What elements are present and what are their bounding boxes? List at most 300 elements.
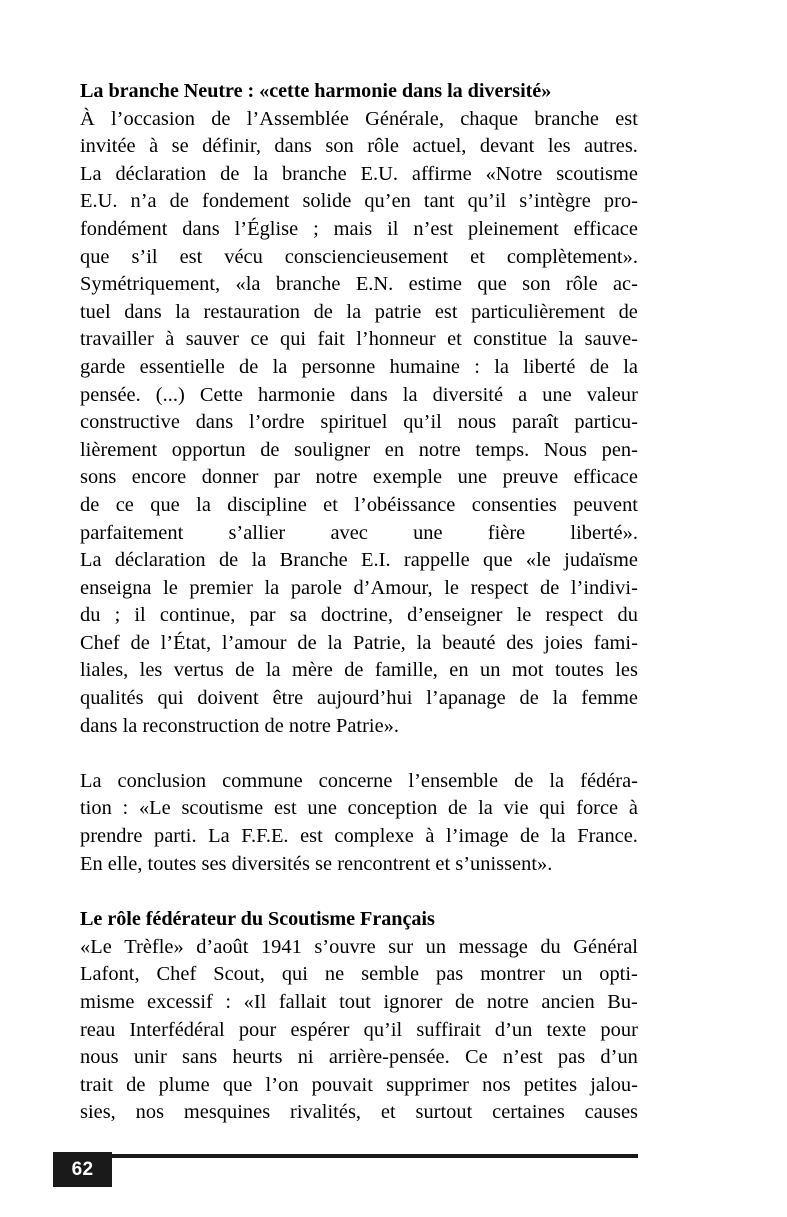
word: patrie <box>374 300 422 323</box>
word: harmonie <box>258 383 336 406</box>
word: de <box>455 991 475 1013</box>
word: du <box>540 935 561 958</box>
word: branche <box>534 107 599 130</box>
word: respect <box>545 604 604 627</box>
word: efficace <box>573 217 638 240</box>
word: parti. <box>153 825 197 848</box>
word: «Notre <box>485 162 543 185</box>
word: notre <box>486 991 529 1013</box>
word: particu- <box>574 411 638 434</box>
word: toutes <box>554 659 604 682</box>
word: la <box>558 328 574 351</box>
word: Générale, <box>365 107 444 130</box>
word: de <box>80 493 100 516</box>
word: : <box>122 797 129 820</box>
word: doivent <box>197 687 259 710</box>
word: de <box>540 576 560 599</box>
word: définir, <box>202 135 261 158</box>
word: n’est <box>413 217 454 240</box>
word: particulièrement <box>471 300 606 323</box>
word: liberté <box>523 355 576 378</box>
word: ce <box>115 493 134 516</box>
text-line <box>80 437 638 465</box>
word: la <box>272 355 288 378</box>
word: unir <box>133 1046 167 1069</box>
word: la <box>253 162 269 185</box>
word: humaine <box>389 355 460 378</box>
word: doctrine, <box>320 604 393 627</box>
word: commune <box>222 769 303 792</box>
word: déclaration <box>114 549 206 572</box>
word: trait <box>80 1073 113 1096</box>
word: la <box>623 355 638 378</box>
word: vécu <box>224 245 263 268</box>
word: branche <box>275 273 341 296</box>
text-line <box>80 602 638 630</box>
word: tout <box>339 991 371 1013</box>
word: l’ensemble <box>408 769 499 792</box>
word: la <box>494 355 509 378</box>
word: un <box>425 935 447 958</box>
word: pour <box>600 1018 638 1041</box>
word: travailler <box>80 328 154 351</box>
text-line <box>80 575 638 603</box>
word: la <box>327 631 343 654</box>
word: il <box>134 604 146 627</box>
word: la <box>196 493 211 516</box>
word: ne <box>324 963 345 986</box>
word: sans <box>182 1046 218 1069</box>
word: la <box>550 825 566 848</box>
word: de <box>520 825 540 848</box>
word: de <box>297 631 317 654</box>
word: de <box>126 1073 146 1096</box>
word: France. <box>577 825 638 848</box>
word: Chef <box>156 963 197 986</box>
text-line <box>80 795 638 823</box>
word: le <box>516 604 532 627</box>
word: La <box>208 825 230 848</box>
word: restauration <box>203 300 301 323</box>
word: actuel, <box>412 135 467 158</box>
word: parfaitement <box>80 521 184 544</box>
word: tion <box>80 797 112 820</box>
word: souligner <box>294 438 371 461</box>
word: La <box>80 162 102 185</box>
word: et <box>447 328 462 351</box>
word: F.F.E. <box>241 825 289 848</box>
heading-spacer <box>80 878 638 906</box>
word: ancien <box>541 991 595 1013</box>
word: efficace <box>573 466 638 489</box>
word: Bu- <box>607 991 638 1013</box>
word: «Le <box>80 935 112 958</box>
word: la <box>416 631 432 654</box>
word: fondément <box>80 217 168 240</box>
word: l’obéissance <box>354 493 456 516</box>
word: un <box>561 963 583 986</box>
word: consenties <box>471 493 557 516</box>
word: l’on <box>265 1073 299 1096</box>
word: sauver <box>185 328 240 351</box>
word: fière <box>487 521 526 544</box>
word: excessif <box>147 991 213 1013</box>
word: preuve <box>502 466 559 489</box>
word: la <box>478 797 493 820</box>
word: de <box>130 631 150 654</box>
word: jalou- <box>590 1073 638 1096</box>
word: s’il <box>131 245 158 268</box>
text-line <box>80 299 638 327</box>
text-line <box>80 1044 638 1072</box>
word: il <box>387 217 399 240</box>
word: de <box>448 797 468 820</box>
word: prendre <box>80 825 143 848</box>
word: nos <box>482 1073 511 1096</box>
word: qui <box>280 328 307 351</box>
word: 1941 <box>260 935 302 958</box>
word: message <box>458 935 528 958</box>
word: parole <box>290 576 342 599</box>
word: mesquines <box>183 1101 271 1124</box>
word: essentielle <box>139 355 225 378</box>
word: d’un <box>494 1018 533 1041</box>
word: l’honneur <box>356 328 436 351</box>
word: que <box>222 1073 253 1096</box>
text-line <box>80 244 638 272</box>
word: pen- <box>601 438 638 461</box>
word: l’indivi- <box>570 576 638 599</box>
word: pleinement <box>467 217 559 240</box>
word: ; <box>114 604 121 627</box>
word: conception <box>347 797 438 820</box>
word: dans <box>195 411 234 434</box>
word: vie <box>503 797 529 820</box>
word: s’ouvre <box>314 935 376 958</box>
word: une <box>413 521 443 544</box>
page-number-label: 62 <box>71 1159 94 1180</box>
word: est <box>179 245 203 268</box>
text-line <box>80 188 638 216</box>
word: Scout, <box>213 963 265 986</box>
word: se <box>171 135 189 158</box>
word: : <box>225 991 232 1013</box>
word: encore <box>131 466 187 489</box>
text-line <box>80 1017 638 1045</box>
word: sons <box>80 466 117 489</box>
word: peuvent <box>573 493 638 516</box>
word: de <box>169 190 189 213</box>
word: de <box>313 300 333 323</box>
word: en <box>449 659 469 682</box>
text-line <box>80 934 638 962</box>
word: et <box>470 245 485 268</box>
word: du <box>80 604 101 627</box>
word: que <box>477 273 507 296</box>
word: certaines <box>492 1101 565 1124</box>
word: de <box>211 107 231 130</box>
word: sauve- <box>584 328 638 351</box>
word: l’apanage <box>426 687 506 710</box>
text-column <box>80 78 638 1127</box>
word: personne <box>301 355 376 378</box>
word: consciencieusement <box>284 245 449 268</box>
word: «Le <box>138 797 171 820</box>
word: nous <box>457 411 497 434</box>
word: est <box>434 300 458 323</box>
word: supprimer <box>386 1073 469 1096</box>
word: qu’il <box>467 190 507 213</box>
word: mère <box>291 659 333 682</box>
word: qu’il <box>363 1018 403 1041</box>
text-line <box>80 271 638 299</box>
paragraph-trefle <box>80 934 638 1127</box>
word: d’un <box>600 1046 638 1069</box>
word: de <box>220 162 240 185</box>
word: tuel <box>80 300 111 323</box>
word: «Il <box>243 991 267 1013</box>
word: pouvait <box>311 1073 373 1096</box>
word: Interfédéral <box>129 1018 225 1041</box>
word: l’occasion <box>110 107 195 130</box>
paragraph-conclusion <box>80 768 638 878</box>
word: rivalités, <box>290 1101 362 1124</box>
word: sur <box>388 935 414 958</box>
word: Trèfle» <box>124 935 184 958</box>
word: de <box>514 769 534 792</box>
word: branche <box>281 162 347 185</box>
word: les <box>139 659 163 682</box>
paragraph-branche-neutre <box>80 106 638 741</box>
word: judaïsme <box>564 549 638 572</box>
text-line <box>80 492 638 520</box>
word: À <box>80 107 95 130</box>
word: les <box>547 135 571 158</box>
word: son <box>325 135 354 158</box>
word: La <box>80 549 102 572</box>
word: plume <box>158 1073 210 1096</box>
word: premier <box>189 576 253 599</box>
word: l’Église <box>234 217 299 240</box>
word: Lafont, <box>80 963 140 986</box>
word: à <box>149 135 159 158</box>
word: avec <box>330 521 368 544</box>
word: dans <box>350 383 388 406</box>
word: être <box>272 687 304 710</box>
word: scoutisme <box>181 797 264 820</box>
word: que <box>150 493 180 516</box>
word: temps. <box>475 438 530 461</box>
text-line <box>80 106 638 134</box>
word: d’août <box>196 935 249 958</box>
word: «la <box>235 273 261 296</box>
word: enseigna <box>80 576 152 599</box>
word: qu’en <box>364 190 411 213</box>
text-line <box>80 520 638 548</box>
word: mot <box>511 659 544 682</box>
word: l’État, <box>160 631 212 654</box>
word: une <box>457 466 488 489</box>
text-line <box>80 630 638 658</box>
paragraph-spacer <box>80 740 638 768</box>
word: mais <box>333 217 373 240</box>
word: n’a <box>130 190 157 213</box>
page-number-badge <box>53 1152 112 1187</box>
word: causes <box>584 1101 638 1124</box>
text-line <box>80 657 638 685</box>
word: d’Amour, <box>353 576 433 599</box>
word: l’amour <box>221 631 287 654</box>
word: qui <box>281 963 308 986</box>
word: les <box>615 659 638 682</box>
word: semble <box>361 963 420 986</box>
word: ni <box>297 1046 314 1069</box>
word: ; <box>313 217 319 240</box>
word: conclusion <box>117 769 207 792</box>
word: de <box>519 687 539 710</box>
section-heading-branche-neutre: La branche Neutre : «cette harmonie dans la diversité» <box>80 80 552 102</box>
word: E.U. <box>360 162 398 185</box>
word: est <box>273 797 297 820</box>
word: ignorer <box>383 991 443 1013</box>
text-line <box>80 133 638 161</box>
word: dans <box>182 217 220 240</box>
word: de <box>260 438 280 461</box>
word: de <box>239 355 259 378</box>
word: l’Assemblée <box>246 107 349 130</box>
word: Ce <box>464 1046 488 1069</box>
word: n’est <box>502 1046 543 1069</box>
word: complètement». <box>506 245 638 268</box>
word: de <box>618 300 638 323</box>
word: Nous <box>543 438 587 461</box>
word: devant <box>479 135 535 158</box>
word: garde <box>80 355 126 378</box>
word: discipline <box>227 493 307 516</box>
word: rôle <box>367 135 399 158</box>
text-line <box>80 823 638 851</box>
word: complexe <box>334 825 414 848</box>
word: arrière-pensée. <box>328 1046 450 1069</box>
text-line <box>80 382 638 410</box>
word: petites <box>523 1073 578 1096</box>
word: de <box>589 355 609 378</box>
word: et <box>380 1101 396 1124</box>
word: chaque <box>460 107 519 130</box>
word: de <box>218 549 239 572</box>
word: rôle <box>565 273 598 296</box>
word: pour <box>238 1018 277 1041</box>
word: fondement <box>202 190 290 213</box>
word: solide <box>302 190 352 213</box>
word: espérer <box>290 1018 350 1041</box>
word: pas <box>557 1046 586 1069</box>
word: heurts <box>232 1046 283 1069</box>
text-line <box>80 216 638 244</box>
word: que <box>80 245 110 268</box>
word: un <box>479 659 501 682</box>
text-line <box>80 409 638 437</box>
word: surtout <box>415 1101 473 1124</box>
text-line <box>80 1072 638 1100</box>
word: des <box>506 631 534 654</box>
word: nos <box>135 1101 165 1124</box>
word: E.U. <box>80 190 118 213</box>
word: du <box>617 604 638 627</box>
word: famille, <box>374 659 438 682</box>
word: vertus <box>173 659 224 682</box>
word: force <box>576 797 619 820</box>
word: invitée <box>80 135 136 158</box>
text-line <box>80 547 638 575</box>
word: Cette <box>199 383 243 406</box>
word: qu’il <box>403 411 442 434</box>
word: opportun <box>171 438 246 461</box>
word: exemple <box>372 466 443 489</box>
word: l’image <box>446 825 509 848</box>
word: par <box>273 466 301 489</box>
word: rappelle <box>403 549 470 572</box>
word: opti- <box>599 963 638 986</box>
word: pas <box>436 963 464 986</box>
word: qualités <box>80 687 144 710</box>
word: à <box>628 797 638 820</box>
word: fami- <box>593 631 638 654</box>
word: constitue <box>473 328 548 351</box>
word: fallait <box>278 991 327 1013</box>
word: misme <box>80 991 135 1013</box>
footer-rule <box>53 1154 638 1158</box>
text-line <box>80 685 638 713</box>
word: liberté». <box>570 521 638 544</box>
word: la <box>175 300 190 323</box>
word: fait <box>317 328 345 351</box>
word: en <box>384 438 405 461</box>
text-line: En elle, toutes ses diversités se rencontrent et s’unissent». <box>80 852 553 875</box>
word: continue, <box>159 604 236 627</box>
word: lièrement <box>80 438 158 461</box>
word: s’intègre <box>519 190 591 213</box>
text-line <box>80 1099 638 1127</box>
word: l’ordre <box>248 411 305 434</box>
word: autres. <box>584 135 638 158</box>
word: la <box>265 659 281 682</box>
word: beauté <box>442 631 496 654</box>
word: «le <box>525 549 551 572</box>
word: texte <box>546 1018 587 1041</box>
word: d’enseigner <box>407 604 503 627</box>
text-line <box>80 768 638 796</box>
word: sies, <box>80 1101 116 1124</box>
word: de <box>235 659 255 682</box>
word: Chef <box>80 631 120 654</box>
section-heading-role-federateur: Le rôle fédérateur du Scoutisme Français <box>80 908 435 931</box>
word: une <box>307 797 337 820</box>
word: ac- <box>612 273 638 296</box>
text-line <box>80 464 638 492</box>
text-line: dans la reconstruction de notre Patrie». <box>80 714 400 737</box>
word: notre <box>315 466 358 489</box>
word: concerne <box>318 769 393 792</box>
word: la <box>402 383 418 406</box>
word: a <box>518 383 528 406</box>
word: paraît <box>512 411 559 434</box>
word: une <box>542 383 572 406</box>
word: qui <box>539 797 566 820</box>
word: sa <box>289 604 307 627</box>
word: joies <box>544 631 583 654</box>
word: le <box>444 576 459 599</box>
